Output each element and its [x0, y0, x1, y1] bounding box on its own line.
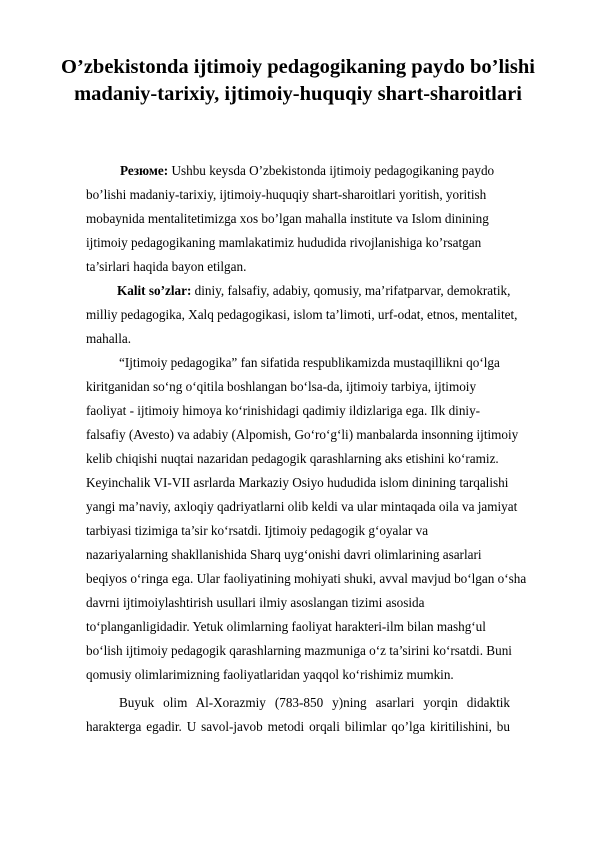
body-line: “Ijtimoiy pedagogika” fan sifatida respublikamizda mustaqillikni qo‘lga [119, 355, 500, 370]
abstract-label: Резюме: [120, 163, 169, 178]
body-line: bo‘lish ijtimoiy pedagogik qarashlarning mazmuniga o‘z ta’sirini ko‘rsatdi. Buni [86, 643, 512, 658]
paper-title [60, 54, 536, 108]
body-line: kelib chiqishi nuqtai nazaridan pedagogik qarashlarning aks etishini ko‘ramiz. [86, 451, 499, 466]
title-line-2: madaniy-tarixiy, ijtimoiy-huquqiy shart-sharoitlari [74, 83, 522, 105]
body-line: harakterga egadir. U savol-javob metodi orqali bilimlar qo’lga kiritilishini, bu [86, 719, 510, 734]
abstract-line: Резюме: Ushbu keysda O’zbekistonda ijtimoiy pedagogikaning paydo [120, 163, 495, 178]
body-line: yangi ma’naviy, axloqiy qadriyatlarni olib keldi va ular mintaqada oila va jamiyat [86, 499, 518, 514]
body-line: Buyuk olim Al-Xorazmiy (783-850 y)ning asarlari yorqin didaktik [119, 695, 510, 710]
abstract-line: ta’sirlari haqida bayon etilgan. [86, 259, 247, 274]
keywords-label: Kalit so’zlar: [117, 283, 192, 298]
keywords-line: mahalla. [86, 331, 132, 346]
body-line: tarbiyasi tizimiga ta’sir ko‘rsatdi. Ijtimoiy pedagogik g‘oyalar va [86, 523, 429, 538]
abstract-line: mobaynida mentalitetimizga xos bo’lgan mahalla institute va Islom dinining [86, 211, 489, 226]
body-line: qomusiy olimlarimizning faoliyatlaridan yaqqol ko‘rishimiz mumkin. [86, 667, 454, 682]
title-line-1: O’zbekistonda ijtimoiy pedagogikaning paydo bo’lishi [61, 56, 535, 78]
abstract-line: bo’lishi madaniy-tarixiy, ijtimoiy-huquqiy shart-sharoitlari yoritish, yoritish [86, 187, 487, 202]
body-line: beqiyos o‘ringa ega. Ular faoliyatining mohiyati shuki, avval mavjud bo‘lgan o‘sha [86, 571, 527, 586]
body-line: nazariyalarning shakllanishida Sharq uyg‘onishi davri olimlarining asarlari [86, 547, 482, 562]
body-line: kiritganidan so‘ng o‘qitila boshlangan bo‘lsa-da, ijtimoiy tarbiya, ijtimoiy [86, 379, 477, 394]
body-line: to‘planganligidadir. Yetuk olimlarning faoliyat harakteri-ilm bilan mashg‘ul [86, 619, 486, 634]
abstract-line: ijtimoiy pedagogikaning mamlakatimiz hududida rivojlanishiga ko’rsatgan [86, 235, 482, 250]
keywords-line: milliy pedagogika, Xalq pedagogikasi, islom ta’limoti, urf-odat, etnos, mentalitet, [86, 307, 518, 322]
body-line: Keyinchalik VI-VII asrlarda Markaziy Osiyo hududida islom dinining tarqalishi [86, 475, 509, 490]
body-line: falsafiy (Avesto) va adabiy (Alpomish, Go‘ro‘g‘li) manbalarda insonning ijtimoiy [86, 427, 519, 442]
body-line: faoliyat - ijtimoiy himoya ko‘rinishidagi qadimiy ildizlariga ega. Ilk diniy- [86, 403, 481, 418]
keywords-line: Kalit so’zlar: diniy, falsafiy, adabiy, qomusiy, ma’rifatparvar, demokratik, [117, 283, 511, 298]
body-line: davrni ijtimoiylashtirish usullari ilmiy asoslangan tizimi asosida [86, 595, 425, 610]
